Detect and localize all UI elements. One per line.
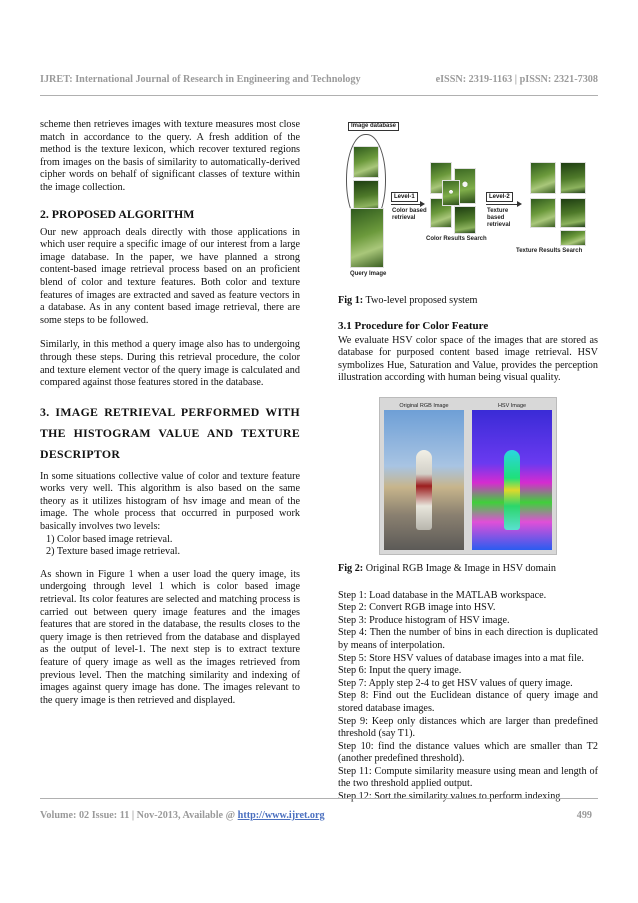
section-2-heading: 2. PROPOSED ALGORITHM <box>40 206 195 221</box>
color-result-image <box>454 206 476 234</box>
journal-title: IJRET: International Journal of Research in Engineering and Technology <box>40 74 361 85</box>
list-item: 1) Color based image retrieval. <box>46 533 173 545</box>
list-item: Step 6: Input the query image. <box>338 665 462 677</box>
texture-results-label: Texture Results Search <box>516 248 583 254</box>
rgb-panel-title: Original RGB Image <box>399 402 449 409</box>
level-1-arrow <box>391 204 421 205</box>
list-item: Step 12: Sort the similarity values to perform indexing <box>338 791 561 803</box>
footer-rule <box>40 798 598 799</box>
texture-result-image <box>560 162 586 194</box>
section-2-paragraph-1: Our new approach deals directly with those applications in which user require a specific image of our interest from a large image database. In the paper, we have planned a strong content-based image retrieval process based on an proficient blend of color and texture features. Both color and texture features of images are extracted and saved as feature vectors in a database. As in any content based image retrieval, there are some steps to be followed. <box>40 226 300 326</box>
subsection-3-1-paragraph: We evaluate HSV color space of the images that are stored as database for purposed content based image retrieval. HSV symbolizes Hue, Saturation and Value, provides the perception illustration according with human being visual quality. <box>338 334 598 384</box>
texture-result-image <box>560 198 586 228</box>
list-item: Step 8: Find out the Euclidean distance of query image and stored database images. <box>338 690 598 714</box>
list-item: Step 1: Load database in the MATLAB workspace. <box>338 589 547 601</box>
query-image-thumbnail <box>350 208 384 268</box>
color-based-retrieval-label: Color based retrieval <box>392 208 427 221</box>
steps-list <box>338 590 598 804</box>
texture-result-image <box>530 198 556 228</box>
hsv-panel-title: HSV Image <box>497 402 527 409</box>
rgb-photo <box>384 410 464 550</box>
figure-2-rgb-hsv <box>379 397 557 555</box>
figure-1-caption-label: Fig 1: <box>338 295 364 306</box>
level-2-box: Level-2 <box>486 192 513 202</box>
figure-1-caption-text: Two-level proposed system <box>363 295 478 306</box>
figure-1-caption <box>338 295 598 308</box>
footer-text: Volume: 02 Issue: 11 | Nov-2013, Available @ <box>40 810 238 821</box>
footer-volume-text <box>40 810 325 821</box>
intro-paragraph: scheme then retrieves images with texture measures most close match in accordance to the query. A fresh addition of the method is the texture lexicon, which recover textured regions from images on the basis of similarity to automatically-derived cipher words on behalf of significant classes of texture within the image collection. <box>40 119 300 193</box>
list-item: Step 5: Store HSV values of database images into a mat file. <box>338 652 584 664</box>
list-item: Step 9: Keep only distances which are larger than predefined threshold (say T1). <box>338 715 598 740</box>
list-item: Step 10: find the distance values which are smaller than T2 (another predefined threshold). <box>338 740 598 765</box>
section-3-heading: 3. IMAGE RETRIEVAL PERFORMED WITH THE HISTOGRAM VALUE AND TEXTURE DESCRIPTOR <box>40 404 300 461</box>
figure-1-two-level-system <box>338 118 598 283</box>
list-item: Step 11: Compute similarity measure using mean and length of the two threshold applied output. <box>338 765 598 790</box>
query-image-label: Query Image <box>350 271 387 277</box>
person-figure <box>504 450 520 530</box>
texture-result-image <box>530 162 556 194</box>
hsv-photo <box>472 410 552 550</box>
level-1-box: Level-1 <box>391 192 418 202</box>
figure-2-caption-label: Fig 2: <box>338 562 364 574</box>
image-database-label: Image database <box>348 122 399 131</box>
header-rule <box>40 95 598 96</box>
figure-2-caption-text: Original RGB Image & Image in HSV domain <box>363 562 556 574</box>
list-item: Step 7: Apply step 2-4 to get HSV values of query image. <box>338 677 573 689</box>
person-figure <box>416 450 432 530</box>
level-2-arrow <box>486 204 518 205</box>
levels-list <box>40 534 300 559</box>
color-results-label: Color Results Search <box>426 236 487 242</box>
section-3-paragraph-2: As shown in Figure 1 when a user load the query image, its undergoing through level 1 which is color based image retrieval. Its color features are selected and matching process is carried out between query image features and the images features that are stored in the database, the results closes to the query image is then retrieved from the database and displayed as the output of level-1. The next step is to extract texture feature of query image as well as the images retrieved from previous level. Then the matching similarity and indexing of images against query image has done. The images relevant to the query image is then retrieved and displayed. <box>40 568 300 706</box>
list-item: Step 3: Produce histogram of HSV image. <box>338 614 510 626</box>
issn-text: eISSN: 2319-1163 | pISSN: 2321-7308 <box>435 74 598 85</box>
texture-based-retrieval-label: Texture based retrieval <box>487 208 511 228</box>
figure-2-caption <box>338 563 598 576</box>
database-image <box>353 146 379 178</box>
page-header <box>40 74 598 88</box>
page-number: 499 <box>576 810 592 821</box>
section-3-paragraph-1: In some situations collective value of color and texture feature works very well. This algorithm is also based on the same theory as it utilizes histogram of hsv image and mean of the image. The whole process that occurred in purposed work basically involves two levels: <box>40 470 300 533</box>
list-item: Step 4: Then the number of bins in each direction is duplicated by means of interpolation. <box>338 627 598 651</box>
color-result-image <box>442 180 460 206</box>
left-column <box>40 119 300 719</box>
section-2-paragraph-2: Similarly, in this method a query image also has to undergoing through these steps. During this retrieval procedure, the color and texture element vector of the query image is calculated and compared against those features stored in the database. <box>40 339 300 389</box>
right-column <box>338 118 598 804</box>
texture-result-image <box>560 230 586 246</box>
list-item: 2) Texture based image retrieval. <box>46 546 181 558</box>
list-item: Step 2: Convert RGB image into HSV. <box>338 602 496 614</box>
subsection-3-1-heading: 3.1 Procedure for Color Feature <box>338 319 489 332</box>
journal-link[interactable]: http://www.ijret.org <box>237 810 325 821</box>
